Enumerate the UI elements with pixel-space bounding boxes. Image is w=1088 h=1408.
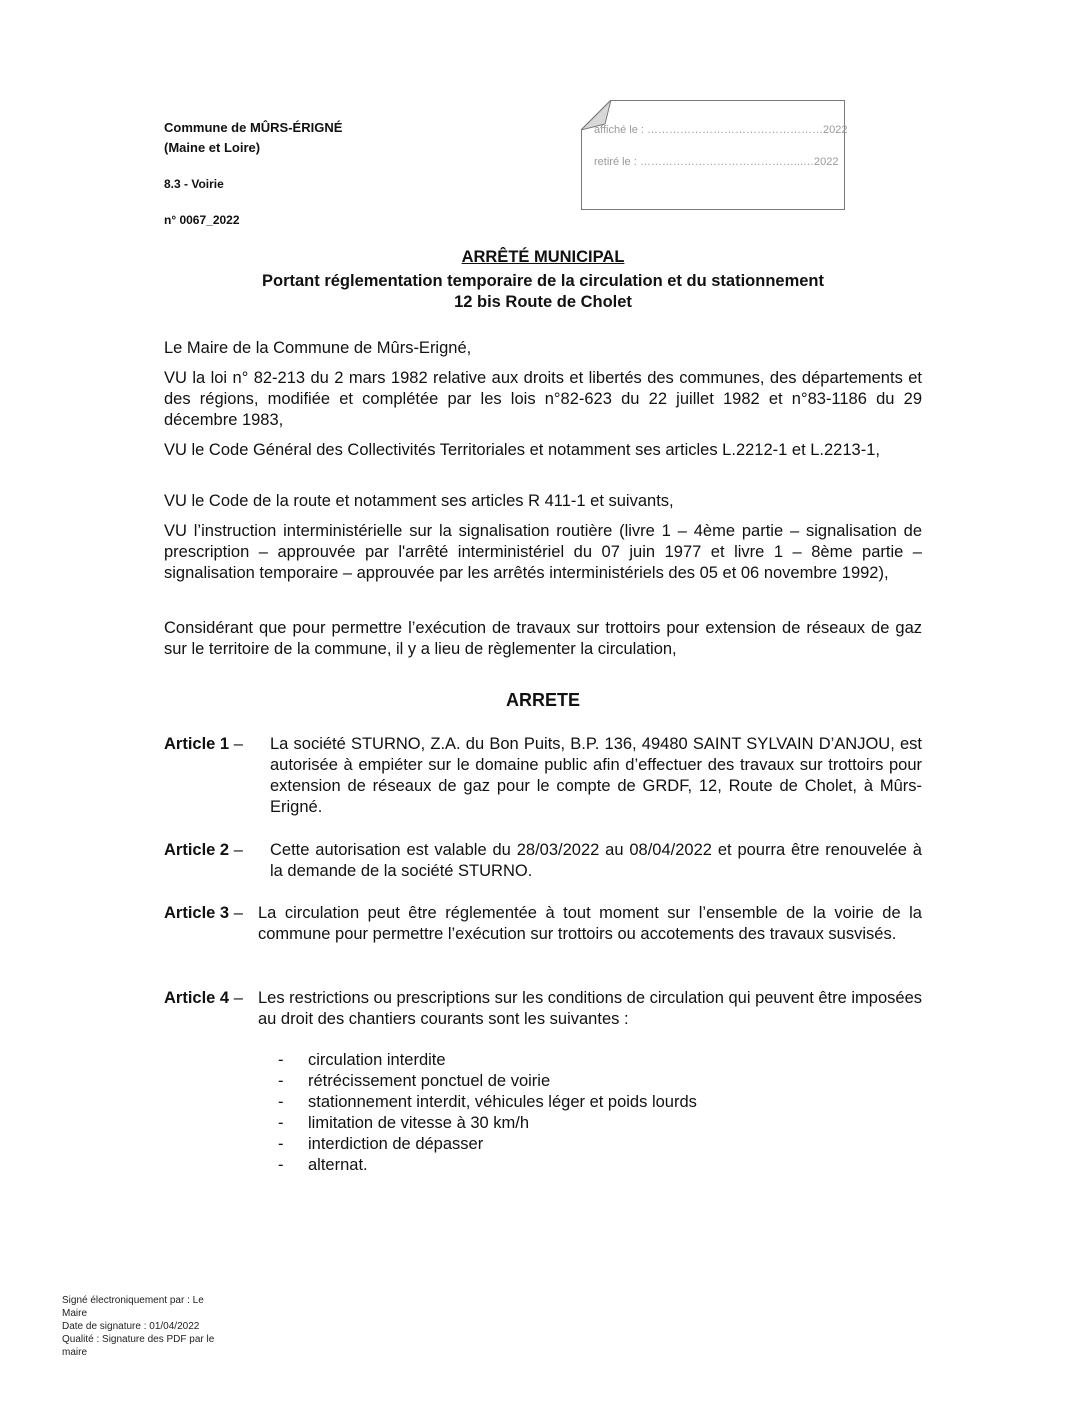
article-1-text: La société STURNO, Z.A. du Bon Puits, B.P. 136, 49480 SAINT SYLVAIN D’ANJOU, est autorisée à empiéter sur le domaine public afin d’effectuer des travaux sur trottoirs pour extension de réseaux de gaz pour le compte de GRDF, 12, Route de Cholet, à Mûrs-Erigné. — [270, 735, 922, 816]
list-bullet: - — [278, 1135, 284, 1153]
decree-subtitle-line2: 12 bis Route de Cholet — [454, 293, 632, 311]
article-3-label: Article 3 — [164, 904, 230, 922]
list-item — [278, 1113, 878, 1134]
preamble-cgct — [164, 440, 922, 461]
list-bullet: - — [278, 1093, 284, 1111]
preamble-instruction — [164, 521, 922, 584]
article-4-heading — [164, 988, 258, 1030]
list-bullet: - — [278, 1072, 284, 1090]
preamble-mayor — [164, 338, 922, 359]
decree-number: n° 0067_2022 — [164, 213, 240, 227]
preamble-law-1982 — [164, 368, 922, 431]
signature-line: Maire — [62, 1308, 88, 1319]
list-item — [278, 1155, 878, 1176]
article-3-text: La circulation peut être réglementée à tout moment sur l’ensemble de la voirie de la commune pour permettre l’exécution sur trottoirs ou accotements des travaux susvisés. — [258, 904, 922, 943]
preamble-paragraph: VU la loi n° 82-213 du 2 mars 1982 relative aux droits et libertés des communes, des départements et des régions, modifiée et complétée par les lois n°82-623 du 22 juillet 1982 et n°83-1186 du 29 décembre 1983, — [164, 369, 922, 429]
signature-line: Qualité : Signature des PDF par le — [62, 1334, 215, 1345]
list-item — [278, 1134, 878, 1155]
signature-date: Date de signature : 01/04/2022 — [62, 1321, 200, 1332]
list-item-text: rétrécissement ponctuel de voirie — [308, 1072, 551, 1090]
article-4 — [164, 988, 922, 1030]
article-2-text: Cette autorisation est valable du 28/03/2022 au 08/04/2022 et pourra être renouvelée à la demande de la société STURNO. — [270, 841, 922, 880]
arrete-heading: ARRETE — [505, 690, 580, 710]
list-bullet: - — [278, 1156, 284, 1174]
posting-stamp — [581, 100, 848, 210]
article-4-text: Les restrictions ou prescriptions sur les conditions de circulation qui peuvent être imposées au droit des chantiers courants sont les suivantes : — [258, 989, 923, 1028]
list-item — [278, 1071, 878, 1092]
signature-line: maire — [62, 1347, 88, 1358]
commune-name: Commune de MÛRS-ÉRIGNÉ — [164, 120, 343, 135]
list-item — [278, 1050, 878, 1071]
article-2-heading — [164, 840, 270, 882]
article-1-dash: – — [229, 735, 248, 753]
preamble-paragraph: VU le Code de la route et notamment ses articles R 411-1 et suivants, — [164, 492, 674, 510]
decree-subtitle-line1: Portant réglementation temporaire de la circulation et du stationnement — [261, 272, 824, 290]
list-item-text: limitation de vitesse à 30 km/h — [308, 1114, 530, 1132]
article-1-heading — [164, 734, 270, 818]
preamble-paragraph: VU l’instruction interministérielle sur la signalisation routière (livre 1 – 4ème partie – signalisation de prescription – approuvée par l'arrêté interministériel du 07 juin 1977 et livre 1 – 8ème partie – signalisation temporaire – approuvée par les arrêtés interministériels des 05 et 06 novembre 1992), — [164, 522, 922, 582]
article-2 — [164, 840, 922, 882]
decree-title: ARRÊTÉ MUNICIPAL — [461, 248, 625, 266]
article-3-heading — [164, 903, 258, 945]
list-item-text: circulation interdite — [308, 1051, 446, 1069]
article-2-dash: – — [229, 841, 248, 859]
article-2-label: Article 2 — [164, 841, 230, 859]
article-3-dash: – — [229, 904, 248, 922]
preamble-considerant — [164, 618, 922, 660]
preamble-paragraph: VU le Code Général des Collectivités Territoriales et notamment ses articles L.2212-1 et L.2213-1, — [164, 441, 880, 459]
list-item-text: stationnement interdit, véhicules léger et poids lourds — [308, 1093, 697, 1111]
article-1-label: Article 1 — [164, 735, 230, 753]
electronic-signature — [62, 1294, 242, 1359]
article-1 — [164, 734, 922, 818]
category-label: 8.3 - Voirie — [164, 177, 224, 191]
preamble-paragraph: Considérant que pour permettre l’exécution de travaux sur trottoirs pour extension de réseaux de gaz sur le territoire de la commune, il y a lieu de règlementer la circulation, — [164, 619, 922, 658]
preamble-code-route — [164, 491, 922, 512]
signature-line: Signé électroniquement par : Le — [62, 1295, 204, 1306]
list-item — [278, 1092, 878, 1113]
list-item-text: interdiction de dépasser — [308, 1135, 484, 1153]
preamble-paragraph: Le Maire de la Commune de Mûrs-Erigné, — [164, 339, 472, 357]
removed-date-line: retiré le : ……………………………………...…2022 — [594, 156, 839, 168]
article-4-dash: – — [229, 989, 248, 1007]
list-bullet: - — [278, 1051, 284, 1069]
article-4-label: Article 4 — [164, 989, 230, 1007]
list-item-text: alternat. — [308, 1156, 368, 1174]
posted-date-line: affiché le : …………………………………………2022 — [594, 124, 848, 136]
department-name: (Maine et Loire) — [164, 140, 261, 155]
restrictions-list — [278, 1050, 878, 1176]
list-bullet: - — [278, 1114, 284, 1132]
article-3 — [164, 903, 922, 945]
